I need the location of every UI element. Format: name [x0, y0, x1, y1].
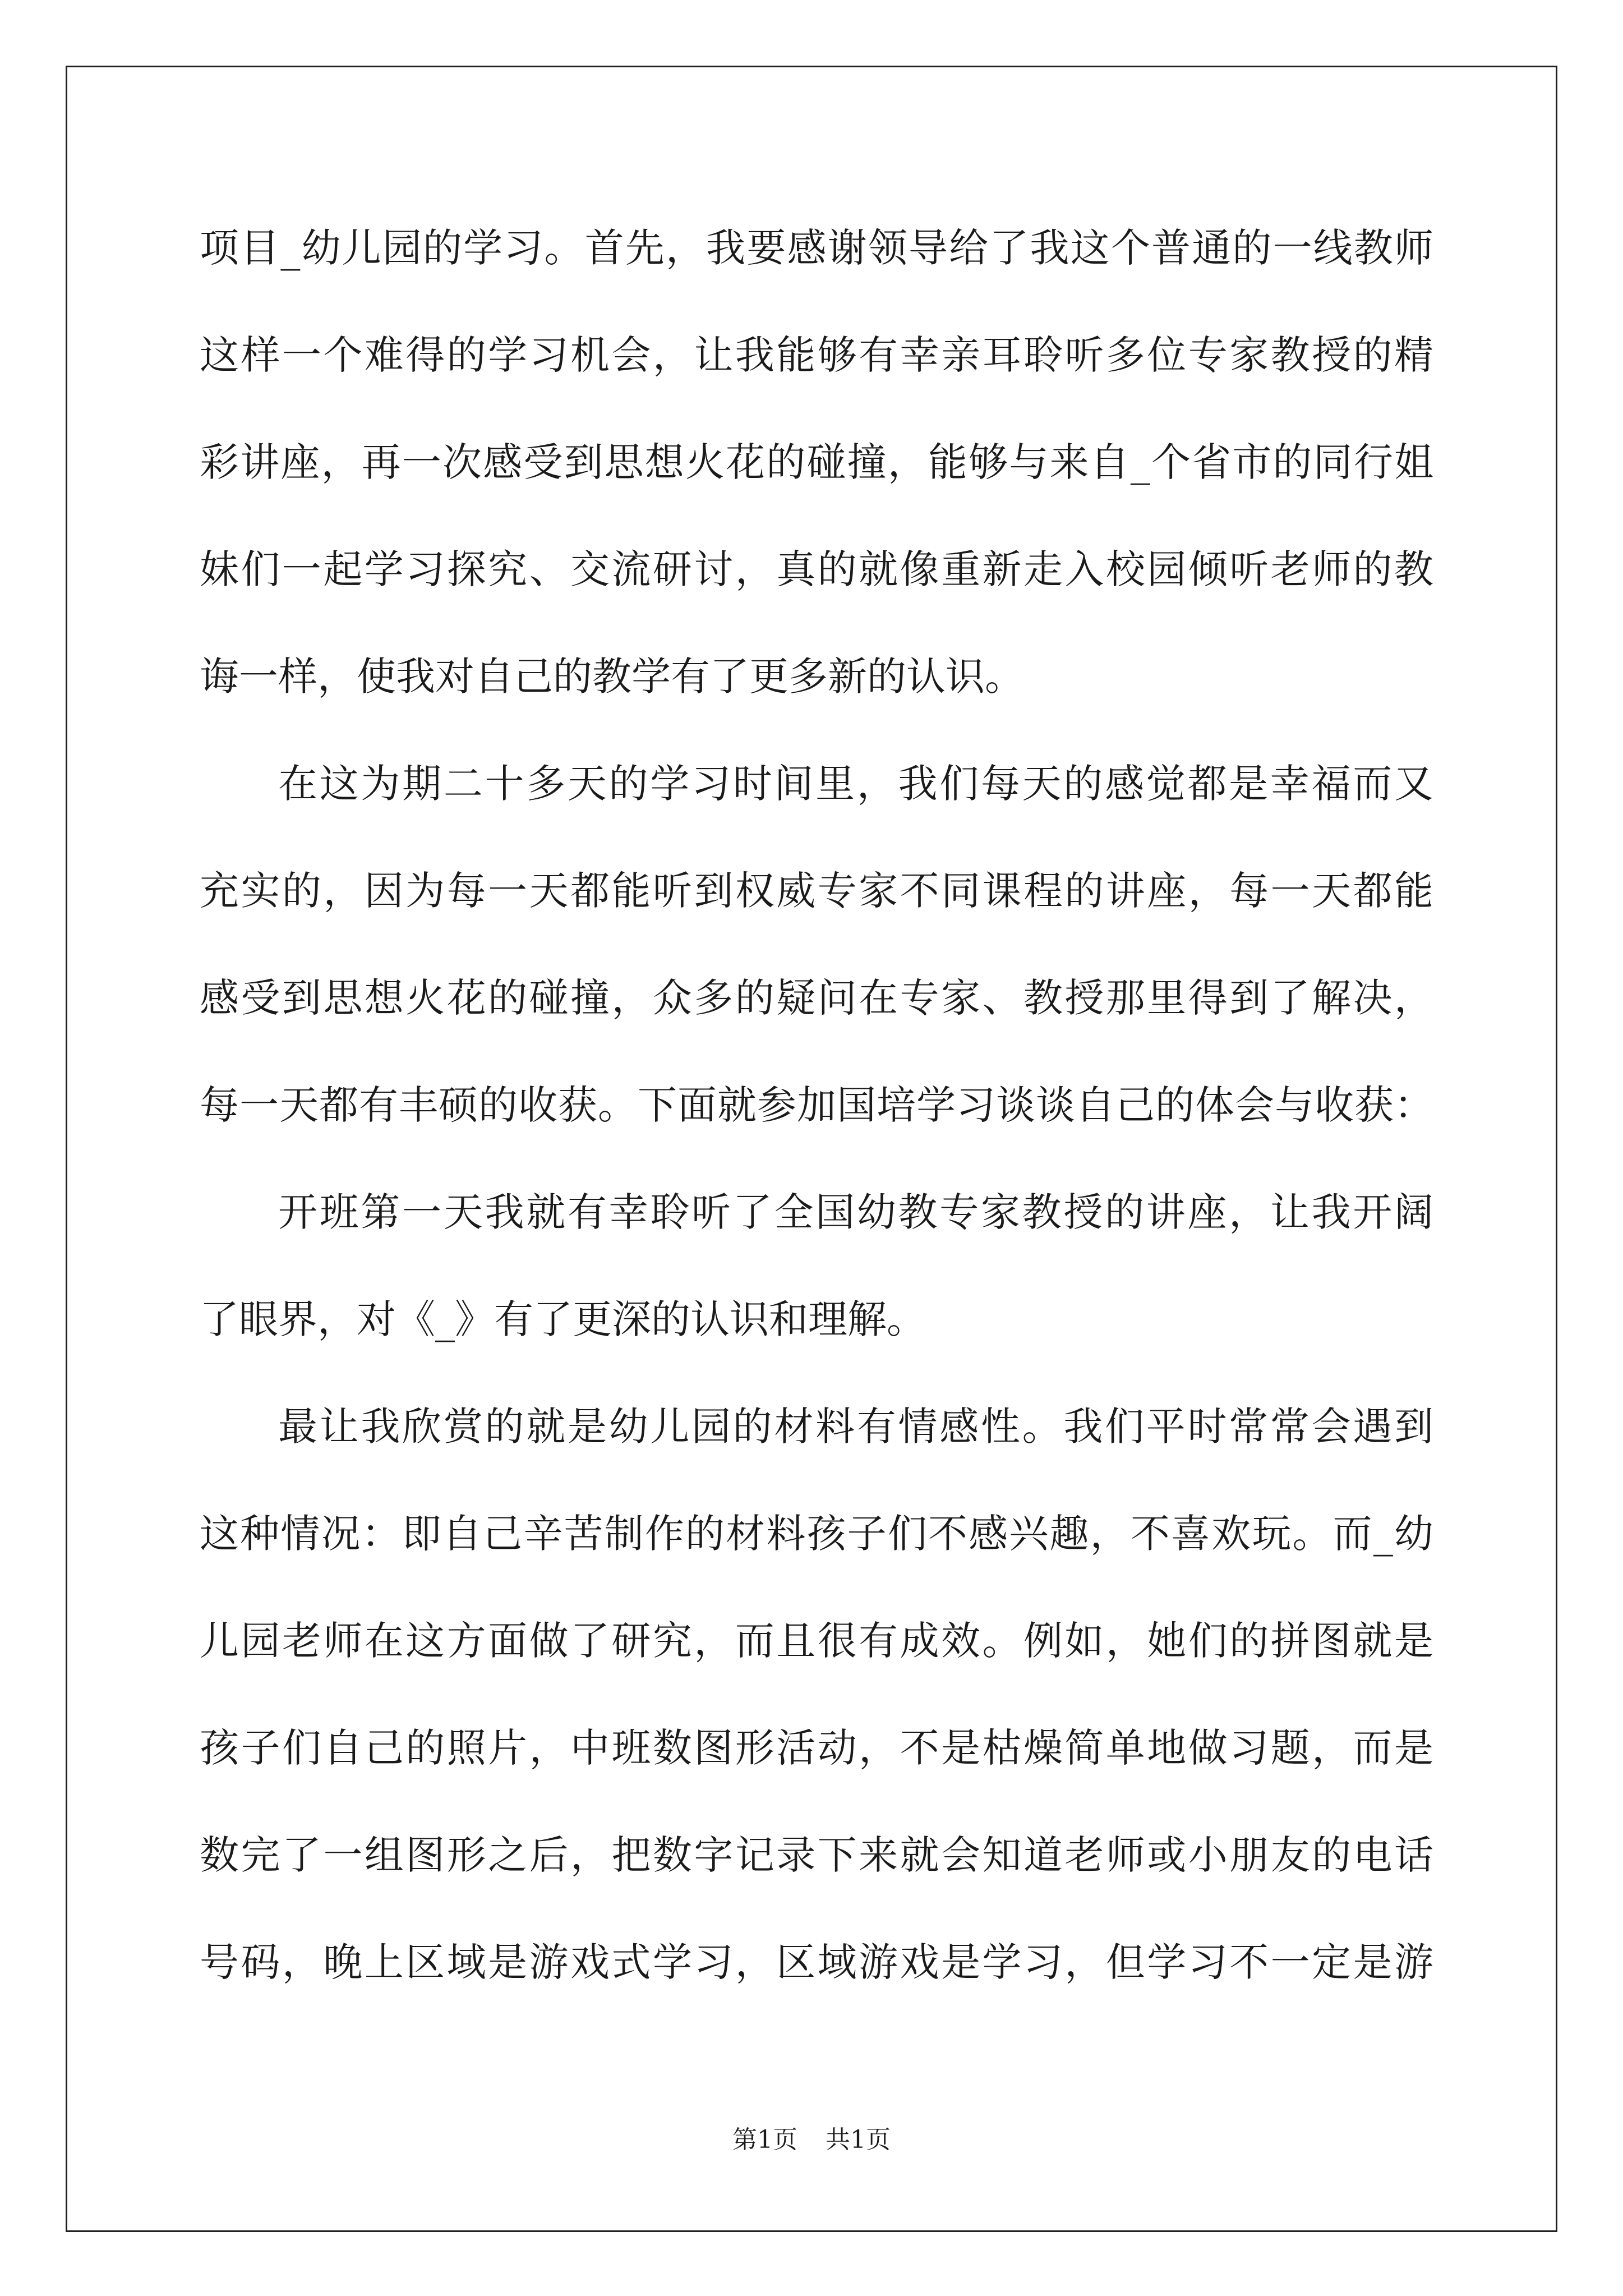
- text-line: 孩子们自己的照片，中班数图形活动，不是枯燥简单地做习题，而是: [200, 1725, 1433, 1771]
- text-line: 了眼界，对《_》有了更深的认识和理解。: [200, 1296, 926, 1342]
- text-line: 数完了一组图形之后，把数字记录下来就会知道老师或小朋友的电话: [200, 1832, 1433, 1878]
- text-line: 号码，晚上区域是游戏式学习，区域游戏是学习，但学习不一定是游: [200, 1939, 1433, 1985]
- text-line: 这种情况：即自己辛苦制作的材料孩子们不感兴趣，不喜欢玩。而_幼: [200, 1511, 1433, 1557]
- text-line: 彩讲座，再一次感受到思想火花的碰撞，能够与来自_个省市的同行姐: [200, 439, 1433, 485]
- text-line: 诲一样，使我对自己的教学有了更多新的认识。: [200, 654, 1024, 700]
- page-total: 共1页: [826, 2125, 891, 2154]
- paragraph-first-line: 开班第一天我就有幸聆听了全国幼教专家教授的讲座，让我开阔: [278, 1189, 1433, 1235]
- paragraph-first-line: 最让我欣赏的就是幼儿园的材料有情感性。我们平时常常会遇到: [278, 1404, 1433, 1450]
- page-number: 第1页: [732, 2125, 797, 2154]
- document-body: [200, 209, 1433, 2030]
- text-line: 这样一个难得的学习机会，让我能够有幸亲耳聆听多位专家教授的精: [200, 332, 1433, 378]
- page-footer: [0, 2123, 1623, 2157]
- text-line: 项目_幼儿园的学习。首先，我要感谢领导给了我这个普通的一线教师: [200, 225, 1433, 271]
- paragraph-first-line: 在这为期二十多天的学习时间里，我们每天的感觉都是幸福而又: [278, 761, 1433, 807]
- text-line: 感受到思想火花的碰撞，众多的疑问在专家、教授那里得到了解决，: [200, 975, 1433, 1021]
- text-line: 儿园老师在这方面做了研究，而且很有成效。例如，她们的拼图就是: [200, 1618, 1433, 1664]
- text-line: 妹们一起学习探究、交流研讨，真的就像重新走入校园倾听老师的教: [200, 546, 1433, 592]
- text-line: 每一天都有丰硕的收获。下面就参加国培学习谈谈自己的体会与收获：: [200, 1082, 1433, 1128]
- text-line: 充实的，因为每一天都能听到权威专家不同课程的讲座，每一天都能: [200, 868, 1433, 914]
